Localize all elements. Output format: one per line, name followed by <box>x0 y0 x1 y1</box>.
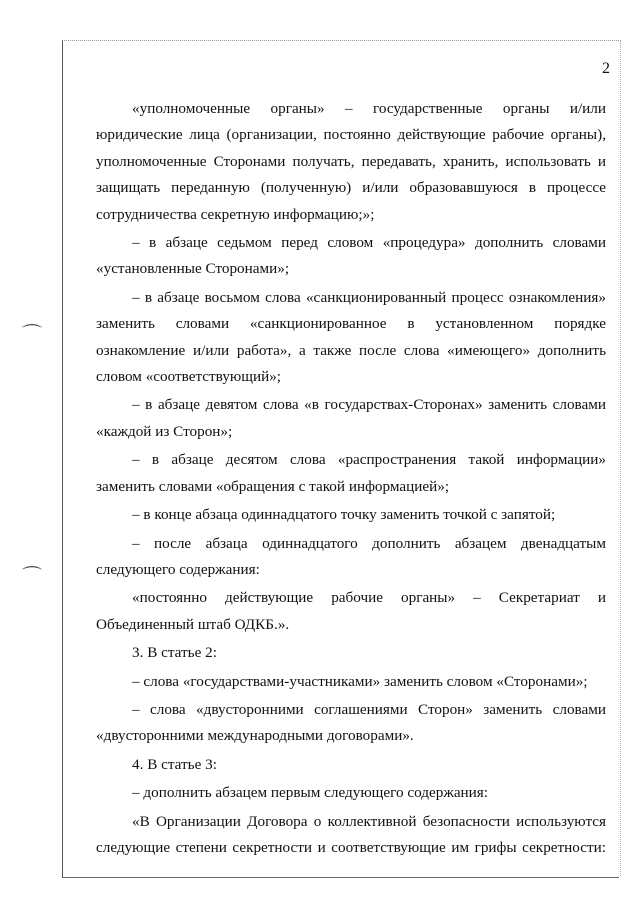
paragraph: – слова «двусторонними соглашениями Сторон» заменить словами «двусторонними международными договорами». <box>96 700 606 745</box>
document-body <box>96 96 606 861</box>
hole-punch-mark: ⌒ <box>22 566 42 588</box>
paragraph: – в абзаце девятом слова «в государствах-Сторонах» заменить словами «каждой из Сторон»; <box>96 396 606 440</box>
paragraph: – после абзаца одиннадцатого дополнить абзацем двенадцатым следующего содержания: <box>96 534 606 578</box>
page-border-right <box>620 40 621 876</box>
paragraph: – в абзаце седьмом перед словом «процедура» дополнить словами «установленные Сторонами»; <box>96 234 606 278</box>
paragraph: – дополнить абзацем первым следующего содержания: <box>132 784 489 802</box>
paragraph: «уполномоченные органы» – государственные органы и/или юридические лица (организации, постоянно действующие рабочие органы), уполномоченные Сторонами получать, передавать, хранить, использовать и защищать переданную (полученную) и/или образовавшуюся в процессе сотрудничества секретную информацию;»; <box>96 100 606 223</box>
hole-punch-mark: ⌒ <box>22 324 42 346</box>
page-number: 2 <box>602 60 610 77</box>
paragraph: «постоянно действующие рабочие органы» – Секретариат и Объединенный штаб ОДКБ.». <box>96 589 606 633</box>
section-heading: 4. В статье 3: <box>132 755 217 773</box>
paragraph: «В Организации Договора о коллективной безопасности используются следующие степени секретности и соответствующие им грифы секретности: <box>96 812 606 856</box>
paragraph: – в абзаце десятом слова «распространения такой информации» заменить словами «обращения с такой информацией»; <box>96 451 606 495</box>
paragraph: – в абзаце восьмом слова «санкционированный процесс ознакомления» заменить словами «санкционированное в установленном порядке ознакомление и/или работа», а также после слова «имеющего» дополнить словом «соответствующий»; <box>96 288 606 386</box>
paragraph: – в конце абзаца одиннадцатого точку заменить точкой с запятой; <box>132 506 556 524</box>
section-heading: 3. В статье 2: <box>132 644 217 662</box>
paragraph: – слова «государствами-участниками» заменить словом «Сторонами»; <box>132 672 588 690</box>
